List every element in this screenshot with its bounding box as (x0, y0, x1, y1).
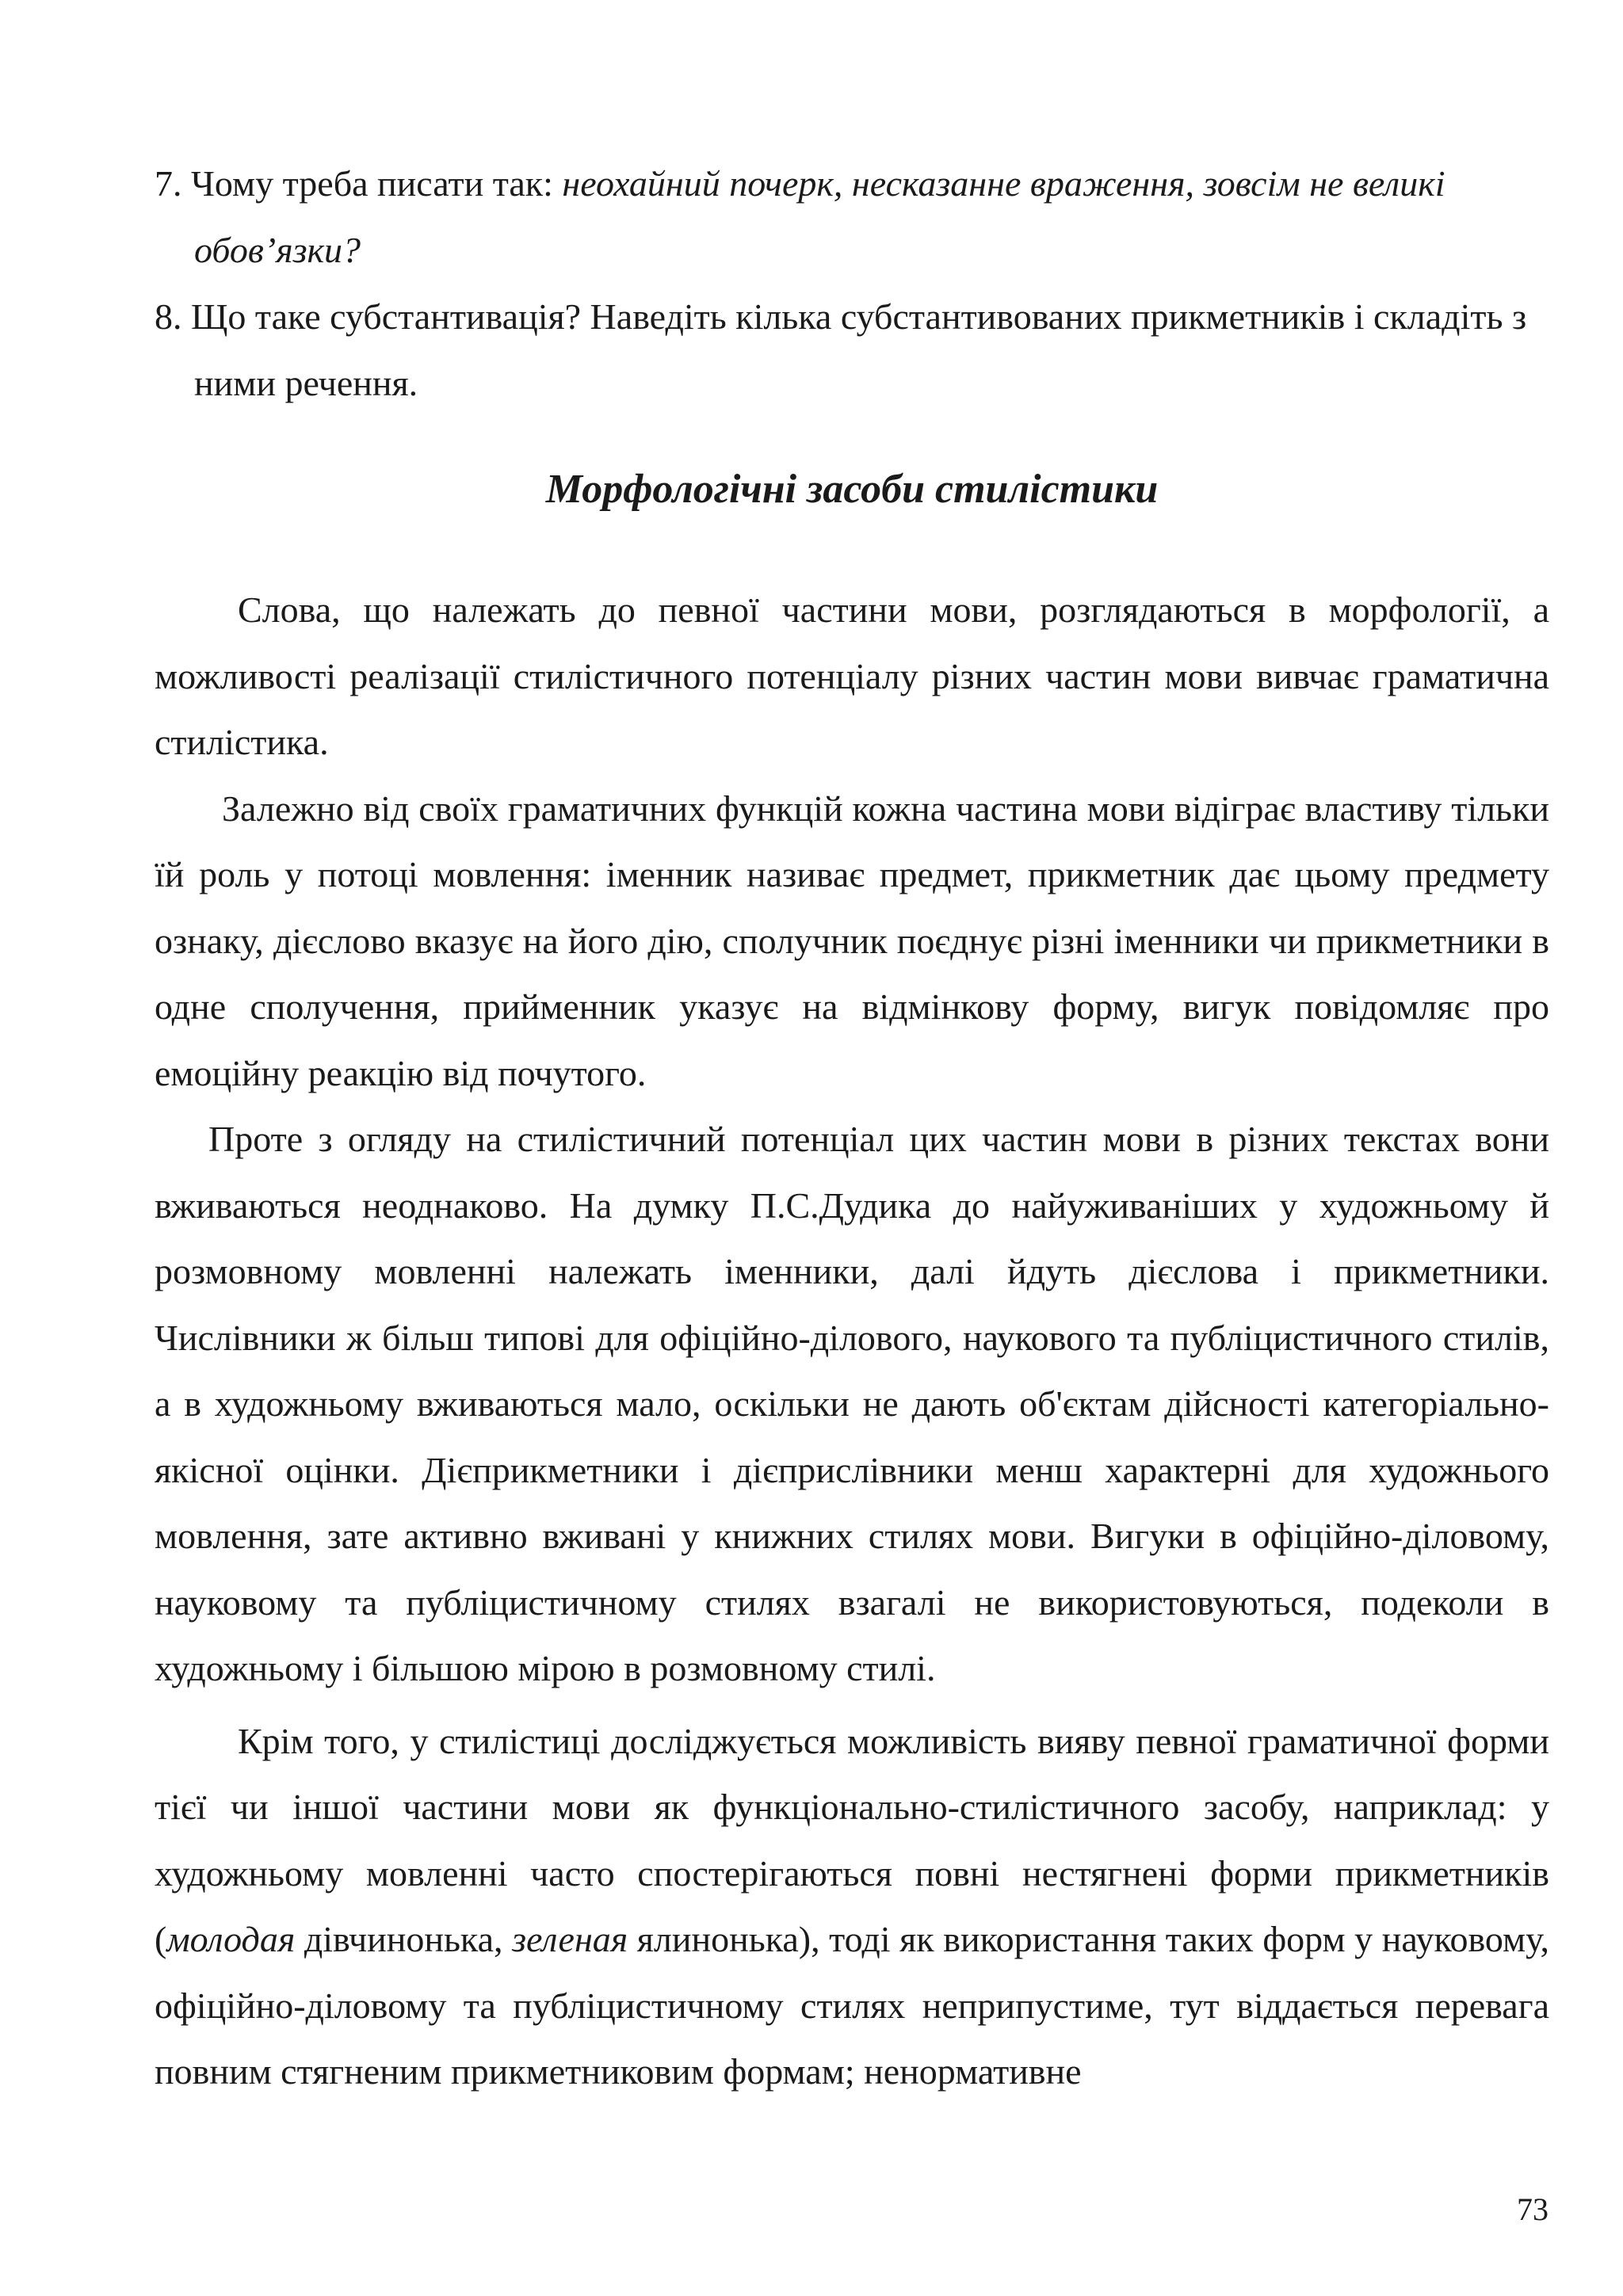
question-number: 8. (155, 296, 182, 337)
question-number: 7. (155, 163, 182, 204)
paragraph-4 (155, 1708, 1549, 2105)
italic-example: зеленая (512, 1919, 628, 1959)
paragraph-1: Слова, що належать до певної частини мови, розглядаються в морфології, а можливості реалізації стилістичного потенціалу різних частин мови вивчає граматична стилістика. (155, 589, 1549, 762)
page-number: 73 (1517, 2191, 1549, 2227)
paragraph-3: Проте з огляду на стилістичний потенціал цих частин мови в різних текстах вони вживаються неоднаково. На думку П.С.Дудика до найуживаніших у художньому й розмовному мовленні належать іменники, далі йдуть дієслова і прикметники. Числівники ж більш типові для офіційно-ділового, наукового та публіцистичного стилів, а в художньому вживаються мало, оскільки не дають об'єктам дійсності категоріально-якісної оцінки. Дієприкметники і дієприслівники менш характерні для художнього мовлення, зате активно вживані у книжних стилях мови. Вигуки в офіційно-діловому, науковому та публіцистичному стилях взагалі не використовуються, подеколи в художньому і більшою мірою в розмовному стилі. (155, 1119, 1549, 1688)
paragraph-text: дівчинонька, (295, 1919, 513, 1959)
question-text: Чому треба писати так: (191, 163, 563, 204)
paragraph-2: Залежно від своїх граматичних функцій кожна частина мови відіграє властиву тільки їй роль у потоці мовлення: іменник називає предмет, прикметник дає цьому предмету ознаку, дієслово вказує на його дію, сполучник поєднує різні іменники чи прикметники в одне сполучення, прийменник указує на відмінкову форму, вигук повідомляє про емоційну реакцію від почутого. (155, 788, 1549, 1093)
section-heading: Морфологічні засоби стилістики (545, 467, 1159, 512)
question-italic-text: неохайний почерк, несказанне враження, зовсім не великі обов’язки? (194, 163, 1445, 270)
document-page (155, 151, 1549, 2105)
question-8 (155, 284, 1549, 417)
question-text: Що таке субстантивація? Наведіть кілька субстантивованих прикметників і складіть з ними речення. (191, 296, 1527, 403)
paragraph-text: Крім того, у стилістиці досліджується можливість вияву певної граматичної форми тієї чи іншої частини мови як функціонально-стилістичного засобу, наприклад: у художньому мовленні часто спостерігаються повні нестягнені форми прикметників ( (155, 1720, 1549, 1959)
paragraph-text: ялинонька), тоді як використання таких форм у науковому, офіційно-діловому та публіцистичному стилях неприпустиме, тут віддається перевага повним стягненим прикметниковим формам; ненормативне (155, 1919, 1550, 2092)
question-7 (155, 151, 1549, 284)
italic-example: молодая (166, 1919, 296, 1959)
